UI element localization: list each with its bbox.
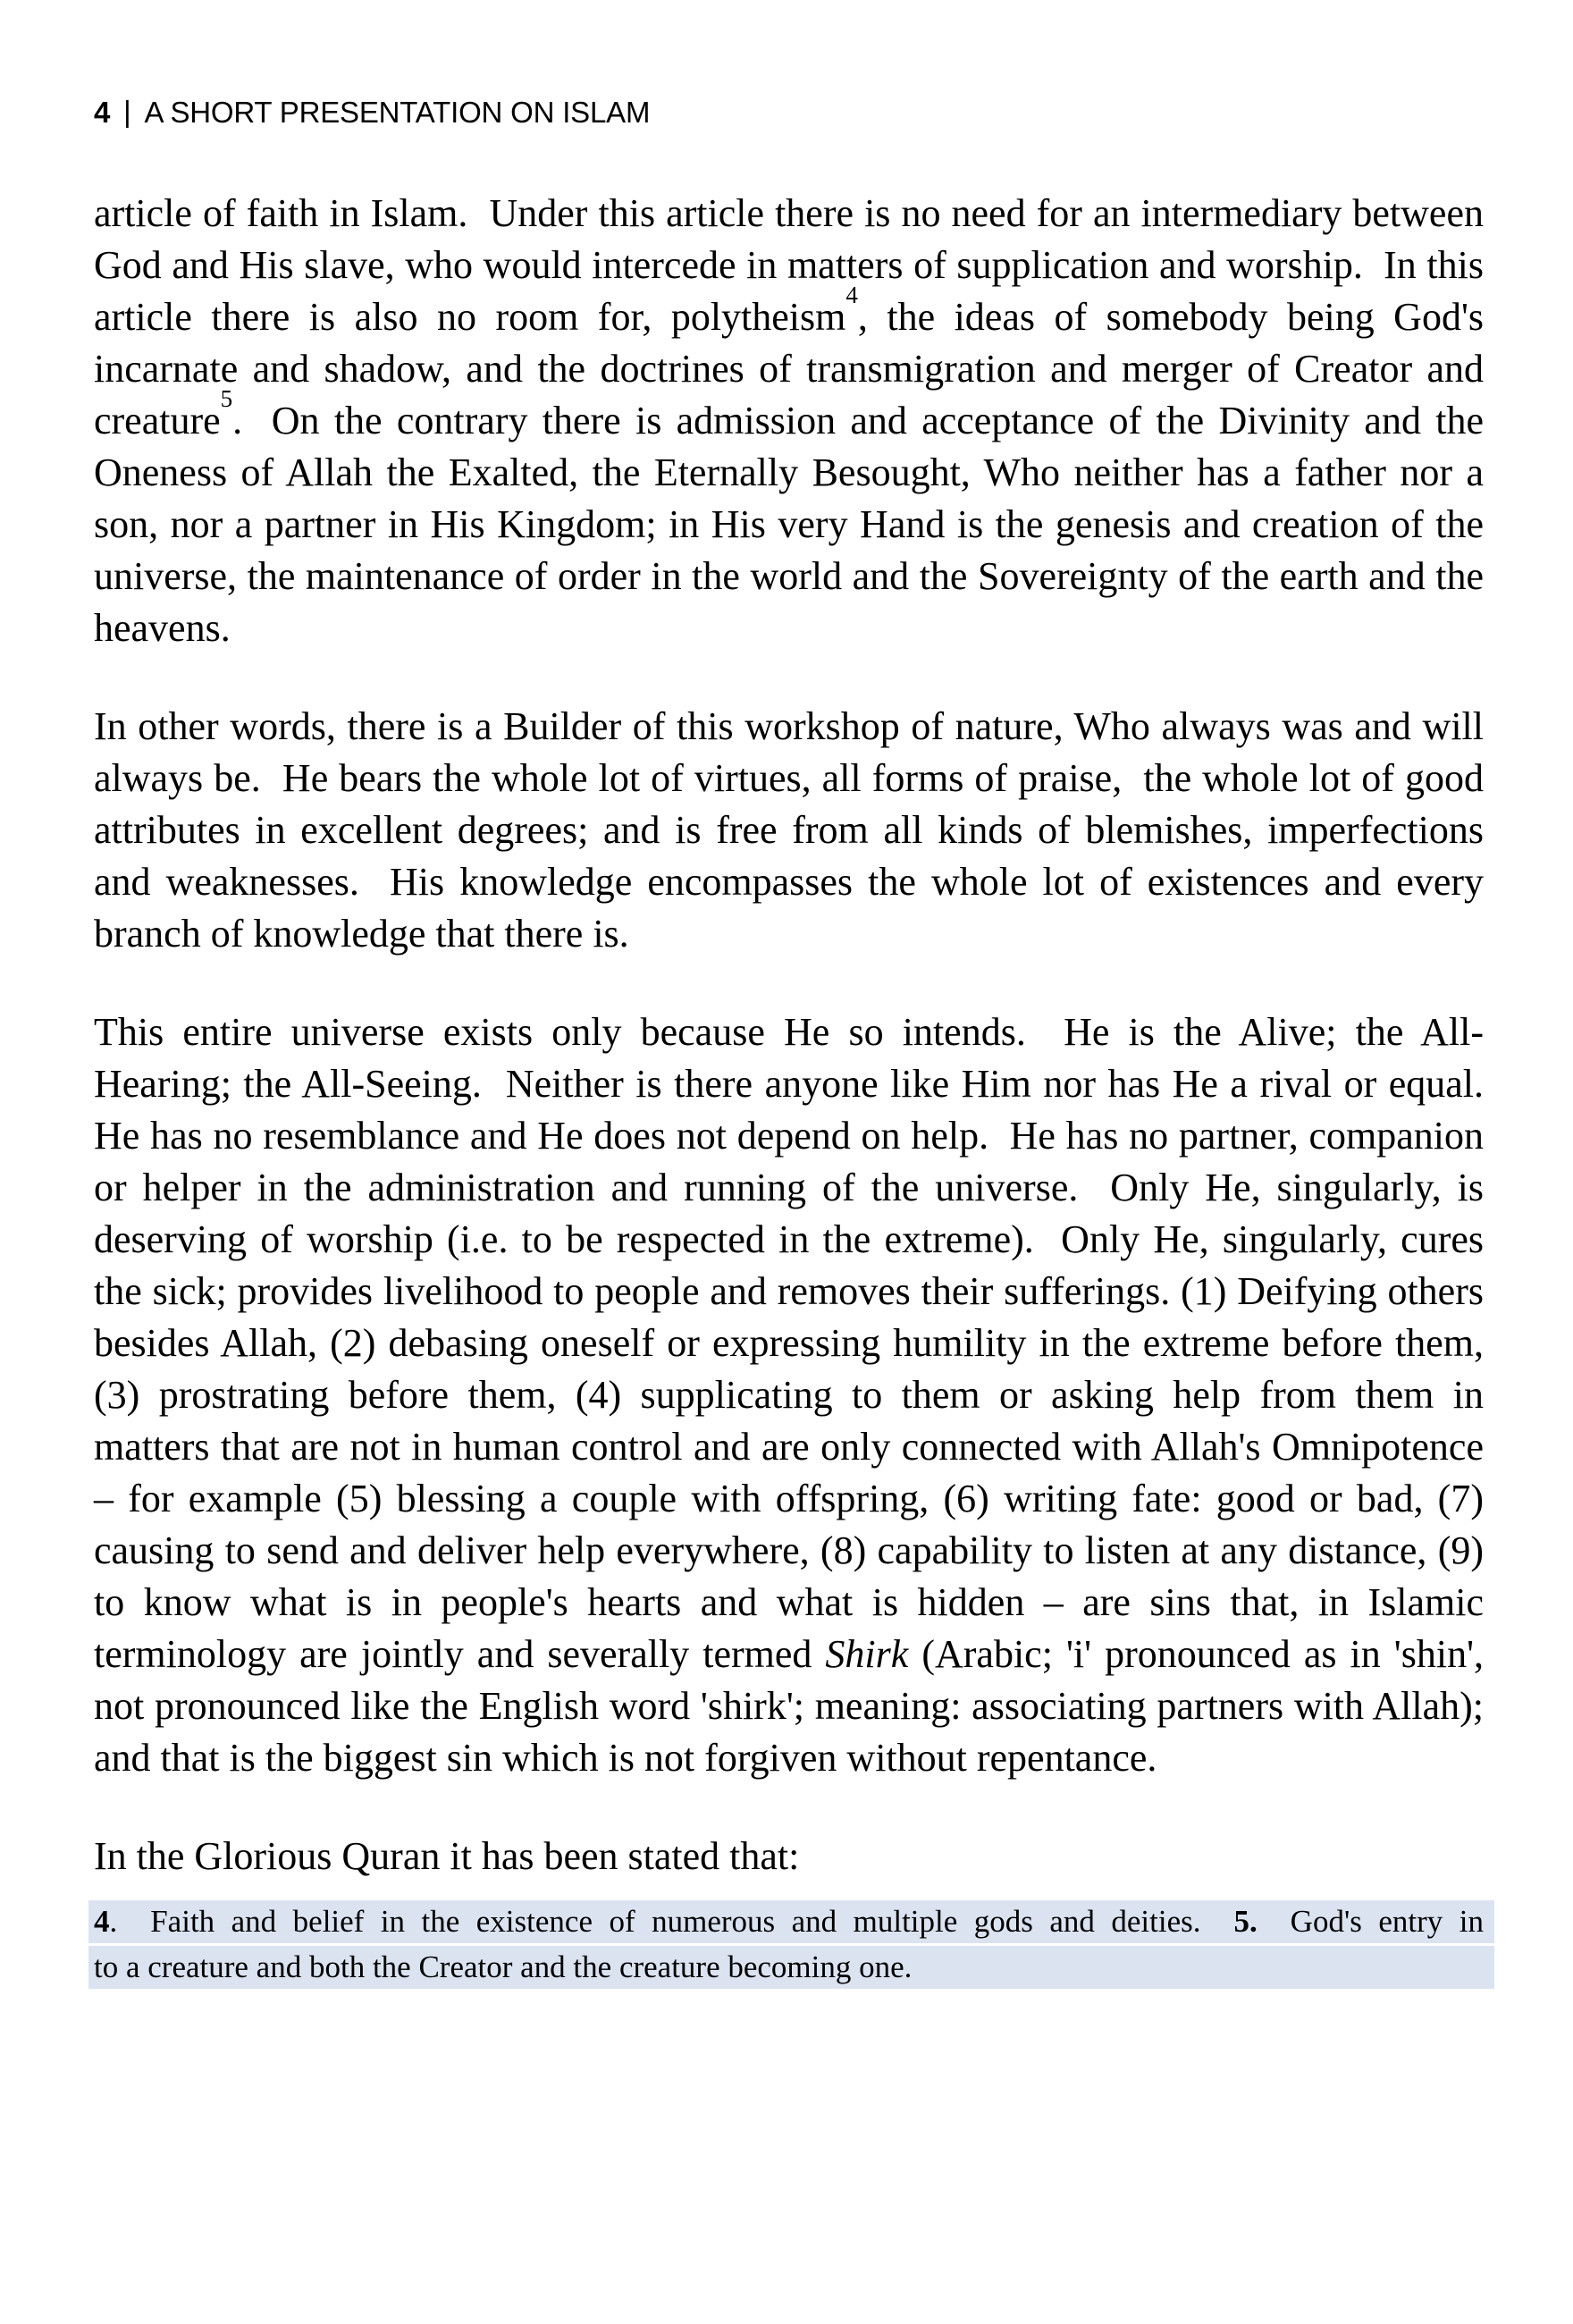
footnote-5-number: 5. (1233, 1904, 1258, 1939)
footnote-4-number: 4 (94, 1904, 110, 1939)
footnote-4-text: . Faith and belief in the existence of numerous and multiple gods and deities. (109, 1904, 1234, 1939)
paragraph-4-lead-in: In the Glorious Quran it has been stated that: (94, 1834, 800, 1878)
paragraph-1-text: article of faith in Islam. Under this article there is no need for an intermediary between God and His slave, who would intercede in matters of supplication and worship. In this article there is also no room for, polytheism (94, 191, 1493, 339)
paragraph-1 (94, 188, 1493, 654)
paragraph-1-text: , the ideas of somebody being God's incarnate and shadow, and the doctrines of transmigration and merger of Creator and creature (94, 295, 1493, 442)
running-title: A SHORT PRESENTATION ON ISLAM (144, 96, 651, 129)
term-shirk: Shirk (825, 1632, 909, 1676)
paragraph-1-text: . On the contrary there is admission and acceptance of the Divinity and the Oneness of Allah the Exalted, the Eternally Besought, Who neither has a father nor a son, nor a partner in His Kingdom; in His very Hand is the genesis and creation of the universe, the maintenance of order in the world and the Sovereignty of the earth and the heavens. (94, 399, 1493, 650)
footnote-ref-5: 5 (220, 384, 233, 412)
page-body (94, 188, 1503, 1882)
footnotes-block (94, 1900, 1484, 1989)
paragraph-3-text: (Arabic; 'i' pronounced as in 'shin', not pronounced like the English word 'shirk'; meaning: associating partners with Allah); and that is the biggest sin which is not forgiven without repentance. (94, 1632, 1493, 1780)
header-separator: | (123, 95, 131, 128)
page-number: 4 (94, 96, 111, 129)
paragraph-2: In other words, there is a Builder of this workshop of nature, Who always was and will always be. He bears the whole lot of virtues, all forms of praise, the whole lot of good attributes in excellent degrees; and is free from all kinds of blemishes, imperfections and weaknesses. His knowledge encompasses the whole lot of existences and every branch of knowledge that there is. (94, 704, 1493, 956)
footnote-line-2: to a creature and both the Creator and the creature becoming one. (88, 1946, 1494, 1989)
footnote-5-text: God's entry in (1257, 1904, 1484, 1939)
footnote-ref-4: 4 (845, 281, 858, 308)
footnote-line-1 (88, 1900, 1494, 1943)
page-header (94, 95, 1484, 131)
paragraph-3 (94, 1006, 1503, 1784)
paragraph-3-text: This entire universe exists only because He so intends. He is the Alive; the All-Hearing; the All-Seeing. Neither is there anyone like Him nor has He a rival or equal. He has no resemblance and He does not depend on help. He has no partner, companion or helper in the administration and running of the universe. Only He, singularly, is deserving of worship (i.e. to be respected in the extreme). Only He, singularly, cures the sick; provides livelihood to people and removes their sufferings. (1) Deifying others besides Allah, (2) debasing oneself or expressing humility in the extreme before them, (3) prostrating before them, (4) supplicating to them or asking help from them in matters that are not in human control and are only connected with Allah's Omnipotence – for example (5) blessing a couple with offspring, (6) writing fate: good or bad, (7) causing to send and deliver help everywhere, (8) capability to listen at any distance, (9) to know what is in people's hearts and what is hidden – are sins that, in Islamic terminology are jointly and severally termed (94, 1010, 1503, 1676)
